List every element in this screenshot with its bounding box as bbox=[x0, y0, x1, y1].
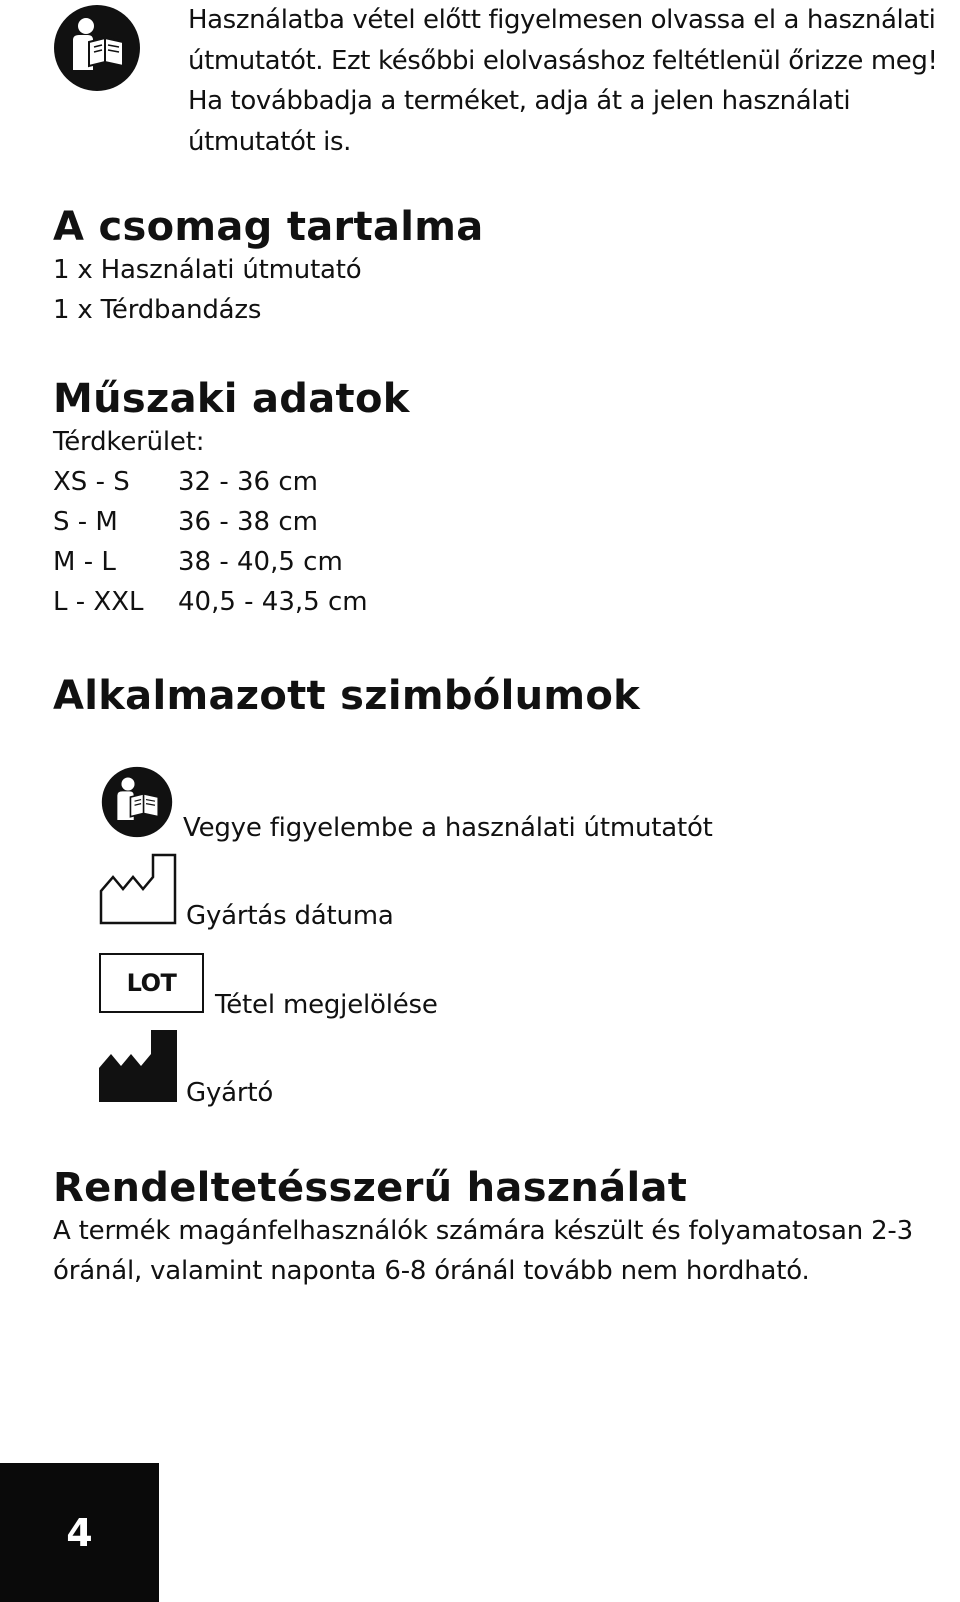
intro-line: Használatba vétel előtt figyelmesen olvassa el a használati bbox=[188, 5, 936, 35]
size-row bbox=[53, 502, 318, 542]
intro-line: Ha továbbadja a terméket, adja át a jelen használati bbox=[188, 86, 851, 116]
intro-line: útmutatót is. bbox=[188, 126, 352, 157]
symbol-label: Gyártás dátuma bbox=[186, 901, 394, 931]
intended-use-line: A termék magánfelhasználók számára készült és folyamatosan 2-3 bbox=[53, 1216, 913, 1246]
symbol-label: Tétel megjelölése bbox=[215, 990, 438, 1020]
size-row bbox=[53, 462, 318, 502]
size-label: S - M bbox=[53, 507, 118, 537]
size-label: XS - S bbox=[53, 467, 130, 497]
knee-circumference-label: Térdkerület: bbox=[53, 427, 205, 457]
package-item: 1 x Térdbandázs bbox=[53, 295, 262, 325]
package-item: 1 x Használati útmutató bbox=[53, 255, 362, 285]
read-manual-icon bbox=[53, 4, 141, 92]
size-label: M - L bbox=[53, 547, 116, 577]
date-of-manufacture-icon bbox=[99, 853, 177, 925]
size-row bbox=[53, 582, 368, 622]
size-range: 38 - 40,5 cm bbox=[178, 547, 343, 577]
size-label: L - XXL bbox=[53, 587, 144, 617]
symbol-label: Vegye figyelembe a használati útmutatót bbox=[183, 813, 713, 843]
lot-icon: LOT bbox=[99, 953, 204, 1013]
manufacturer-icon bbox=[99, 1030, 177, 1102]
intended-use-line: óránál, valamint naponta 6-8 óránál tovább nem hordható. bbox=[53, 1256, 810, 1286]
size-range: 32 - 36 cm bbox=[178, 467, 318, 497]
intro-paragraph bbox=[188, 0, 958, 162]
size-row bbox=[53, 542, 343, 582]
size-range: 36 - 38 cm bbox=[178, 507, 318, 537]
read-manual-icon bbox=[101, 766, 173, 838]
symbol-label: Gyártó bbox=[186, 1078, 274, 1108]
page-number: 4 bbox=[0, 1463, 159, 1602]
package-heading: A csomag tartalma bbox=[53, 204, 484, 250]
intro-line: útmutatót. Ezt későbbi elolvasáshoz feltétlenül őrizze meg! bbox=[188, 45, 938, 76]
intended-use-heading: Rendeltetésszerű használat bbox=[53, 1165, 688, 1211]
symbols-heading: Alkalmazott szimbólumok bbox=[53, 673, 641, 719]
size-range: 40,5 - 43,5 cm bbox=[178, 587, 368, 617]
specs-heading: Műszaki adatok bbox=[53, 376, 410, 422]
